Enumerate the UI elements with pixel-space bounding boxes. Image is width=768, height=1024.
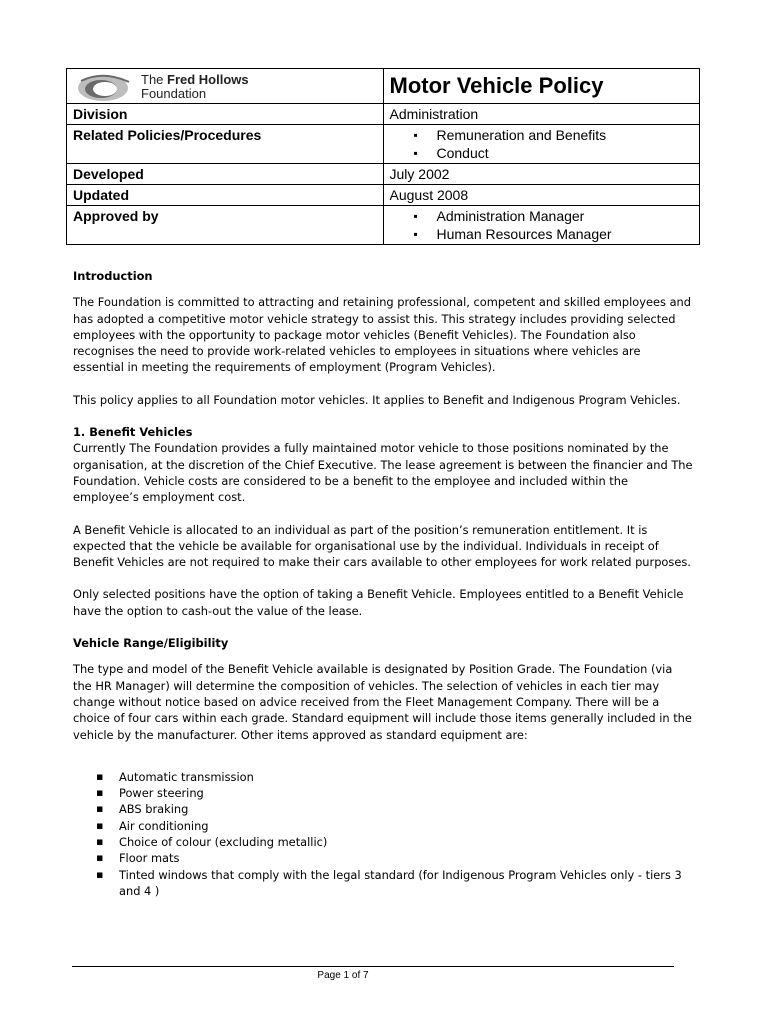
- list-item: ▪ Power steering: [73, 785, 693, 801]
- document-title: Motor Vehicle Policy: [383, 69, 700, 104]
- benefit-vehicles-paragraph: A Benefit Vehicle is allocated to an individual as part of the position’s remuneration entitlement. It is expected that the vehicle be available for organisational use by the individual. Individuals in receipt of Benefit Vehicles are not required to make their cars available to other employees for work related purposes.: [73, 522, 691, 570]
- updated-value: August 2008: [383, 185, 700, 206]
- fred-hollows-logo: [77, 72, 249, 102]
- scope-paragraph: This policy applies to all Foundation motor vehicles. It applies to Benefit and Indigenous Program Vehicles.: [73, 392, 681, 407]
- logo-line2: Foundation: [141, 86, 207, 101]
- list-item: ▪ Automatic transmission: [73, 769, 693, 785]
- developed-label: Developed: [67, 164, 384, 185]
- introduction-heading: Introduction: [73, 269, 153, 283]
- related-policy-item: ▪ Remuneration and Benefits: [390, 126, 694, 144]
- list-item: ▪ Tinted windows that comply with the legal standard (for Indigenous Program Vehicles only - tiers 3 and 4 ): [73, 867, 693, 900]
- developed-value: July 2002: [383, 164, 700, 185]
- list-item: ▪ Floor mats: [73, 850, 693, 866]
- benefit-vehicles-paragraph: Only selected positions have the option of taking a Benefit Vehicle. Employees entitled to a Benefit Vehicle have the option to cash-out the value of the lease.: [73, 587, 684, 618]
- standard-equipment-list: [73, 769, 693, 899]
- logo-text: [141, 73, 249, 101]
- logo-line1-bold: Fred Hollows: [167, 72, 249, 87]
- logo-cell: [67, 69, 384, 104]
- list-item: ▪ ABS braking: [73, 801, 693, 817]
- related-policy-item: ▪ Conduct: [390, 144, 694, 162]
- list-item: ▪ Air conditioning: [73, 818, 693, 834]
- introduction-paragraph: The Foundation is committed to attracting and retaining professional, competent and skilled employees and has adopted a competitive motor vehicle strategy to assist this. This strategy includes providing selected employees with the opportunity to package motor vehicles (Benefit Vehicles). The Foundation also recognises the need to provide work-related vehicles to employees in situations where vehicles are essential in meeting the requirements of employment (Program Vehicles).: [73, 295, 692, 375]
- benefit-vehicles-paragraph: Currently The Foundation provides a fully maintained motor vehicle to those positions nominated by the organisation, at the discretion of the Chief Executive. The lease agreement is between the financier and The Foundation. Vehicle costs are considered to be a benefit to the employee and included within the employee’s employment cost.: [73, 441, 693, 505]
- related-policies-label: Related Policies/Procedures: [67, 125, 384, 164]
- footer-divider: [72, 966, 674, 967]
- related-policies-value: [383, 125, 700, 164]
- approver-item: ▪ Human Resources Manager: [390, 225, 694, 243]
- updated-label: Updated: [67, 185, 384, 206]
- approved-by-value: [383, 206, 700, 245]
- list-item: ▪ Choice of colour (excluding metallic): [73, 834, 693, 850]
- division-value: Administration: [383, 104, 700, 125]
- benefit-vehicles-heading: 1. Benefit Vehicles: [73, 425, 193, 440]
- division-label: Division: [67, 104, 384, 125]
- vehicle-range-heading: Vehicle Range/Eligibility: [73, 636, 229, 651]
- logo-line1-prefix: The: [141, 72, 168, 87]
- page-number: Page 1 of 7: [317, 970, 369, 981]
- approver-item: ▪ Administration Manager: [390, 207, 694, 225]
- policy-header-table: [66, 68, 700, 245]
- vehicle-range-paragraph: The type and model of the Benefit Vehicle available is designated by Position Grade. The Foundation (via the HR Manager) will determine the composition of vehicles. The selection of vehicles in each tier may change without notice based on advice received from the Fleet Management Company. There will be a choice of four cars within each grade. Standard equipment will include those items generally included in the vehicle by the manufacturer. Other items approved as standard equipment are:: [73, 662, 692, 742]
- approved-by-label: Approved by: [67, 206, 384, 245]
- eye-logo-icon: [77, 72, 133, 102]
- policy-body: [73, 268, 693, 899]
